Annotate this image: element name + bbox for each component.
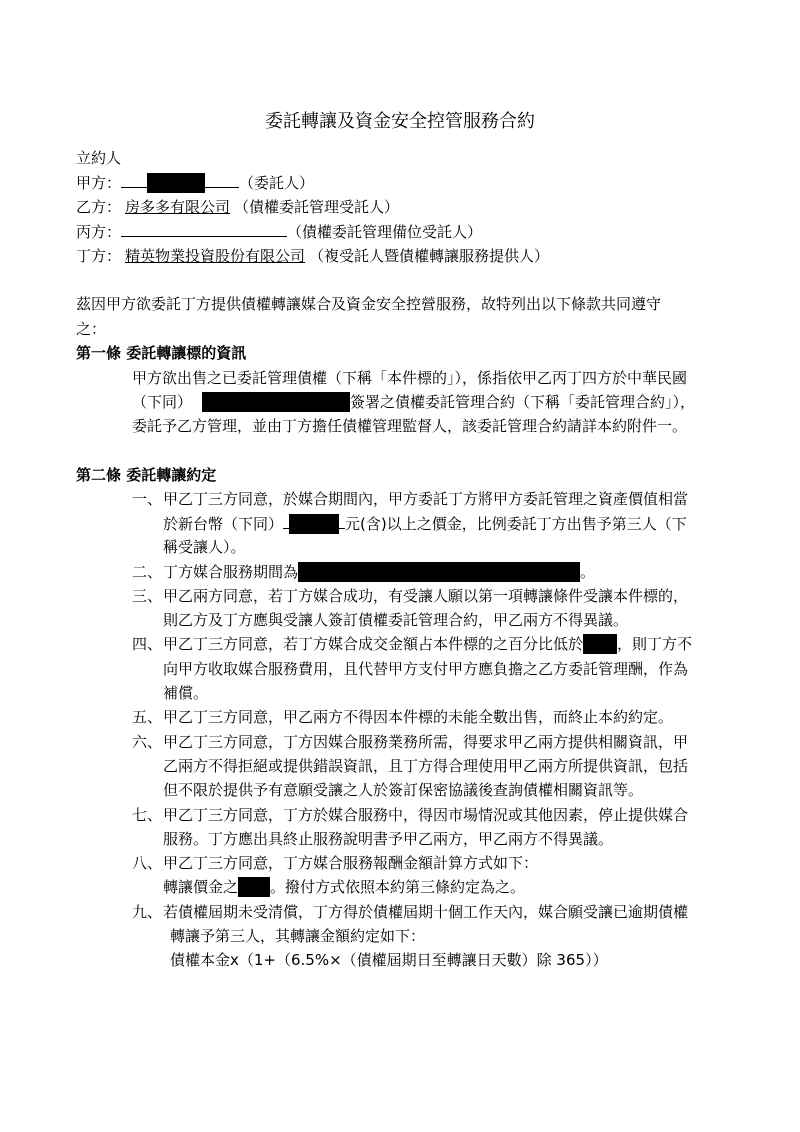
article-1-line-2-start: （下同） — [132, 393, 193, 411]
clause-5-number: 五、 — [132, 708, 163, 726]
clause-4-line-2: 向甲方收取媒合服務費用，且代替甲方支付甲方應負擔之乙方委託管理酬，作為 — [163, 660, 689, 678]
clause-4-line-1-end: ，則丁方不 — [617, 635, 693, 653]
article-2-heading: 第二條 委託轉讓約定 — [76, 466, 217, 484]
clause-3-line-1: 甲乙兩方同意，若丁方媒合成功，有受讓人願以第一項轉讓條件受讓本件標的， — [163, 587, 689, 605]
party-d-name: 精英物業投資股份有限公司 — [125, 247, 306, 265]
party-c-line — [76, 221, 482, 242]
article-1-line-2-end: 簽署之債權委託管理合約（下稱「委託管理合約」）， — [350, 393, 696, 411]
clause-1-number: 一、 — [132, 490, 163, 508]
clause-8-line-1: 甲乙丁三方同意，丁方媒合服務報酬金額計算方式如下： — [163, 854, 539, 872]
preamble-line-2: 之： — [76, 320, 107, 338]
party-a-role: （委託人） — [239, 174, 315, 192]
party-c-role: （債權委託管理備位受託人） — [287, 223, 483, 241]
clause-6-line-1: 甲乙丁三方同意，丁方因媒合服務業務所需，得要求甲乙兩方提供相關資訊，甲 — [163, 733, 689, 751]
clause-6-number: 六、 — [132, 733, 163, 751]
clause-8-line-2-start: 轉讓價金之 — [163, 878, 239, 896]
clause-6-line-2: 乙兩方不得拒絕或提供錯誤資訊，且丁方得合理使用甲乙兩方所提供資訊，包括 — [163, 757, 689, 775]
party-b-role: （債權委託管理受託人） — [234, 198, 400, 216]
clause-2-period-redaction — [298, 562, 580, 582]
clause-6-line-3: 但不限於提供予有意願受讓之人於簽訂保密協議後查詢債權相關資訊等。 — [163, 781, 644, 799]
clause-7-line-2: 服務。丁方應出具終止服務說明書予甲乙兩方，甲乙兩方不得異議。 — [163, 830, 614, 848]
party-c-label: 丙方： — [76, 223, 122, 241]
clause-4-number: 四、 — [132, 635, 163, 653]
clause-1-line-2-end: 元(含)以上之價金，比例委託丁方出售予第三人（下 — [345, 515, 687, 533]
clause-2-text: 丁方媒合服務期間為 — [163, 563, 299, 581]
clause-2-line-1 — [163, 562, 595, 583]
preamble-line-1: 茲因甲方欲委託丁方提供債權轉讓媒合及資金安全控營服務，故特列出以下條款共同遵守 — [76, 295, 662, 313]
clause-8-fee-redaction — [238, 877, 270, 897]
clause-4-percent-redaction — [583, 634, 617, 654]
party-b-name: 房多多有限公司 — [125, 198, 231, 216]
clause-9-number: 九、 — [132, 903, 163, 921]
clause-9-line-1: 若債權屆期未受清償，丁方得於債權屆期十個工作天內，媒合願受讓已逾期債權 — [163, 903, 689, 921]
clause-1-amount-redaction — [289, 514, 339, 534]
clause-7-number: 七、 — [132, 806, 163, 824]
article-1-line-2 — [132, 392, 695, 413]
clause-4-line-3: 補償。 — [163, 684, 209, 702]
party-a-blank-left — [121, 172, 147, 188]
clause-2-end: 。 — [580, 563, 596, 581]
clause-1-line-2 — [163, 513, 687, 535]
clause-8-number: 八、 — [132, 854, 163, 872]
clause-8-line-2-end: 。撥付方式依照本約第三條約定為之。 — [270, 878, 526, 896]
party-a-blank-right — [205, 172, 239, 188]
clause-1-line-3: 稱受讓人）。 — [163, 538, 246, 556]
article-1-line-3: 委託予乙方管理，並由丁方擔任債權管理監督人，該委託管理合約請詳本約附件一。 — [132, 417, 688, 435]
article-1-heading: 第一條 委託轉讓標的資訊 — [76, 344, 247, 362]
party-d-line — [76, 246, 549, 266]
page-title: 委託轉讓及資金安全控管服務合約 — [265, 111, 535, 132]
party-a-line — [76, 172, 314, 194]
party-c-blank — [121, 221, 287, 237]
clause-2-number: 二、 — [132, 563, 163, 581]
party-d-label: 丁方： — [76, 247, 122, 265]
party-d-role: （複受託人暨債權轉讓服務提供人） — [309, 247, 550, 265]
clause-5-line-1: 甲乙丁三方同意，甲乙兩方不得因本件標的未能全數出售，而終止本約約定。 — [163, 708, 674, 726]
clause-3-line-2: 則乙方及丁方應與受讓人簽訂債權委託管理合約，甲乙兩方不得異議。 — [163, 611, 629, 629]
clause-9-line-2: 轉讓予第三人，其轉讓金額約定如下： — [170, 927, 426, 945]
clause-1-line-2-start: 於新台幣（下同） — [163, 515, 284, 533]
parties-intro: 立約人 — [76, 149, 122, 167]
clause-4-line-1-start: 甲乙丁三方同意，若丁方媒合成交金額占本件標的之百分比低於 — [163, 635, 584, 653]
clause-9-formula: 債權本金x（1+（6.5%×（債權屆期日至轉讓日天數）除 365）） — [170, 951, 608, 969]
clause-7-line-1: 甲乙丁三方同意，丁方於媒合服務中，得因市場情況或其他因素，停止提供媒合 — [163, 806, 689, 824]
party-b-line — [76, 197, 399, 217]
article-1-date-redaction — [202, 392, 350, 412]
article-1-line-1: 甲方欲出售之已委託管理債權（下稱「本件標的」），係指依甲乙丙丁四方於中華民國 — [132, 369, 688, 387]
party-b-label: 乙方： — [76, 198, 122, 216]
party-a-label: 甲方： — [76, 174, 122, 192]
party-a-redaction — [147, 173, 205, 193]
clause-4-line-1 — [163, 634, 692, 655]
clause-8-line-2 — [163, 877, 525, 898]
clause-1-line-1: 甲乙丁三方同意，於媒合期間內，甲方委託丁方將甲方委託管理之資產價值相當 — [163, 490, 689, 508]
clause-3-number: 三、 — [132, 587, 163, 605]
